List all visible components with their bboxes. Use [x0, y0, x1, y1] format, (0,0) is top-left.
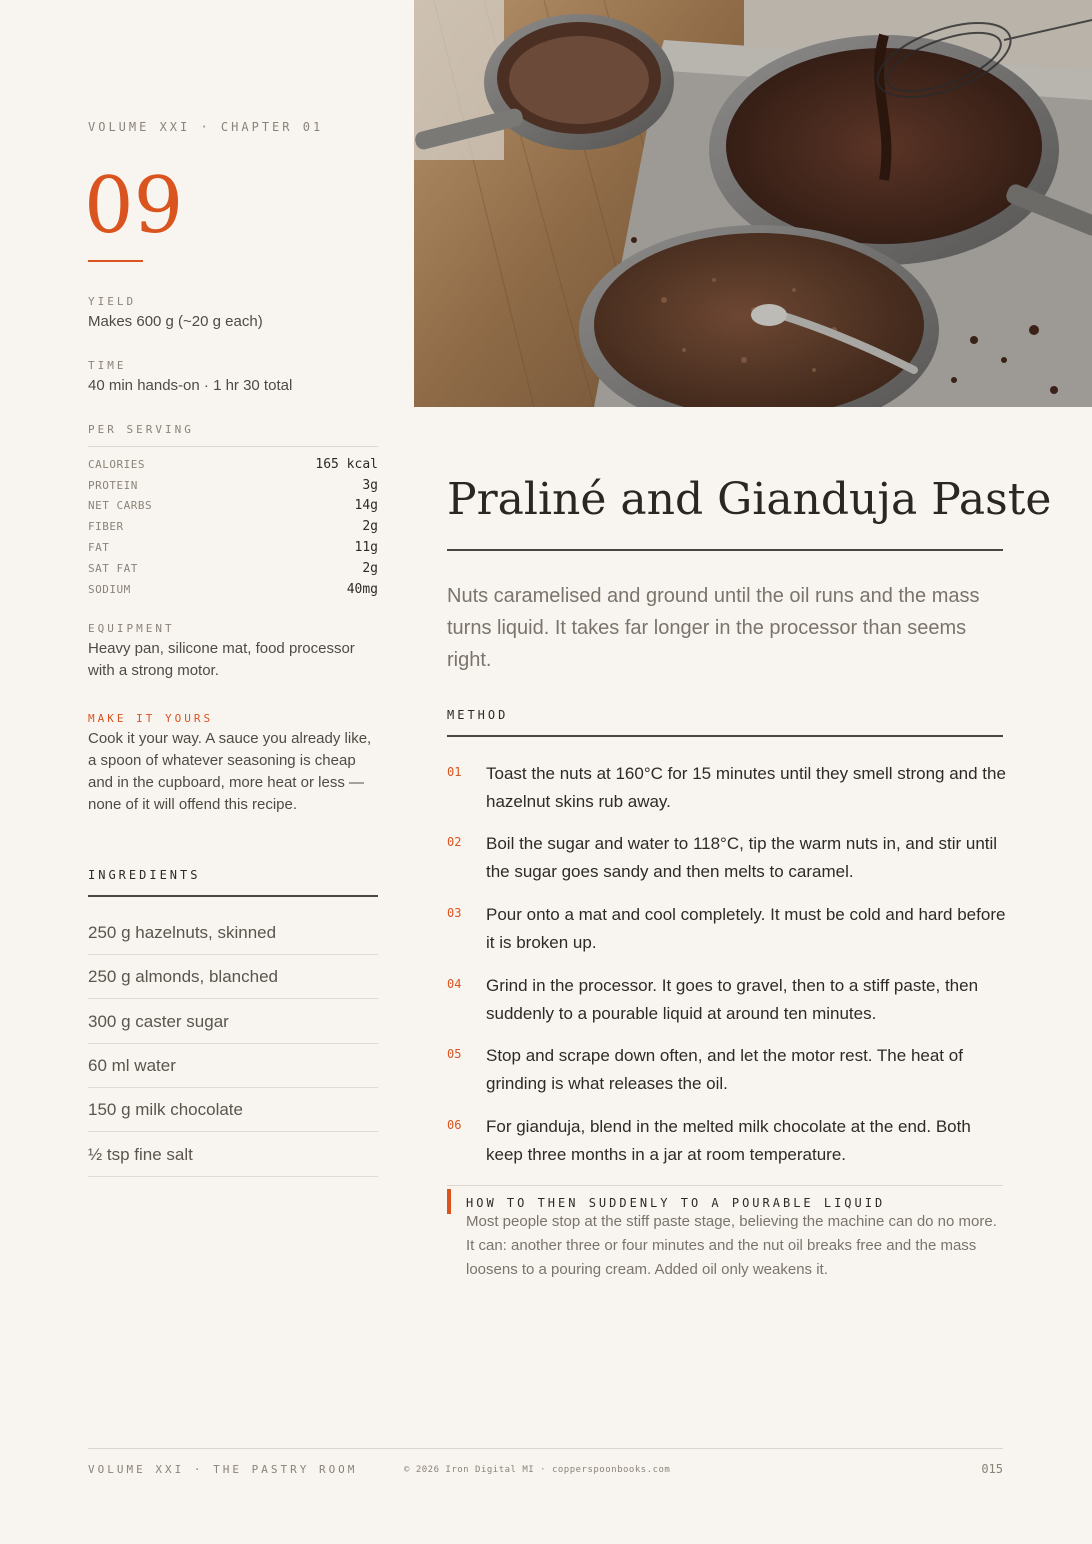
method-step: [447, 830, 1007, 886]
tip-body: Most people stop at the stiff paste stage, believing the machine can do no more. It can: another three or four minutes and the nut oil breaks free and the mass loosens to a pouring cream. Added oil only weakens it.: [466, 1213, 997, 1278]
method-step: [447, 972, 1007, 1028]
equipment-value: Heavy pan, silicone mat, food processor with a strong motor.: [88, 640, 355, 679]
method-step: [447, 1042, 1007, 1098]
nutrition-key: CALORIES: [88, 458, 145, 471]
nutrition-key: NET CARBS: [88, 499, 153, 512]
chapter-kicker: VOLUME XXI · CHAPTER 01: [88, 120, 324, 134]
nutrition-key: FIBER: [88, 520, 124, 533]
nutrition-value: 3g: [362, 478, 378, 493]
nutrition-label: PER SERVING: [88, 423, 194, 436]
time-value: 40 min hands-on · 1 hr 30 total: [88, 377, 293, 394]
hero-photo: [414, 0, 1092, 407]
step-number: 02: [447, 835, 462, 849]
step-number: 04: [447, 977, 462, 991]
step-number: 06: [447, 1118, 462, 1132]
footer-rule: [88, 1448, 1003, 1449]
nutrition-row: [88, 475, 378, 496]
nutrition-row: [88, 558, 378, 579]
method-heading: METHOD: [447, 708, 509, 722]
time-label: TIME: [88, 359, 127, 372]
title-rule: [447, 549, 1003, 551]
recipe-title: Praliné and Gianduja Paste: [447, 474, 1052, 525]
footer-copyright: © 2026 Iron Digital MI · copperspoonbooks.com: [404, 1465, 671, 1475]
nutrition-key: SODIUM: [88, 583, 131, 596]
step-text: Grind in the processor. It goes to gravel, then to a stiff paste, then suddenly to a pourable liquid at around ten minutes.: [486, 976, 979, 1023]
make-it-yours-text: Cook it your way. A sauce you already like, a spoon of whatever seasoning is cheap and in the cupboard, more heat or less — none of it will offend this recipe.: [88, 730, 372, 813]
nutrition-key: PROTEIN: [88, 479, 138, 492]
recipe-intro: Nuts caramelised and ground until the oil runs and the mass turns liquid. It takes far longer in the processor than seems right.: [447, 585, 980, 671]
ingredient-item: ½ tsp fine salt: [88, 1133, 378, 1177]
nutrition-row: [88, 454, 378, 475]
step-number: 01: [447, 765, 462, 779]
nutrition-rule: [88, 446, 378, 447]
yield-label: YIELD: [88, 295, 137, 308]
step-text: Toast the nuts at 160°C for 15 minutes until they smell strong and the hazelnut skins rub away.: [486, 764, 1006, 811]
nutrition-row: [88, 537, 378, 558]
nutrition-value: 2g: [362, 561, 378, 576]
step-number: 03: [447, 906, 462, 920]
method-step: [447, 1113, 1007, 1169]
ingredient-item: 250 g almonds, blanched: [88, 955, 378, 999]
nutrition-row: [88, 516, 378, 537]
nutrition-row: [88, 579, 378, 600]
ingredients-heading: INGREDIENTS: [88, 868, 201, 882]
method-rule: [447, 735, 1003, 737]
page-number: 015: [981, 1462, 1003, 1476]
tip-rule: [447, 1185, 1003, 1186]
nutrition-row: [88, 495, 378, 516]
footer-volume: VOLUME XXI · THE PASTRY ROOM: [88, 1463, 358, 1476]
ingredients-rule: [88, 895, 378, 897]
ingredient-item: 150 g milk chocolate: [88, 1088, 378, 1132]
ingredient-item: 60 ml water: [88, 1044, 378, 1088]
step-text: For gianduja, blend in the melted milk chocolate at the end. Both keep three months in a jar at room temperature.: [486, 1117, 971, 1164]
nutrition-key: SAT FAT: [88, 562, 138, 575]
method-step: [447, 901, 1007, 957]
step-text: Pour onto a mat and cool completely. It must be cold and hard before it is broken up.: [486, 905, 1006, 952]
step-text: Boil the sugar and water to 118°C, tip the warm nuts in, and stir until the sugar goes sandy and then melts to caramel.: [486, 834, 998, 881]
ingredient-item: 300 g caster sugar: [88, 1000, 378, 1044]
nutrition-value: 40mg: [346, 582, 378, 597]
equipment-label: EQUIPMENT: [88, 622, 175, 635]
make-it-yours-label: MAKE IT YOURS: [88, 712, 214, 725]
chapter-rule: [88, 260, 143, 262]
nutrition-value: 11g: [354, 540, 378, 555]
step-text: Stop and scrape down often, and let the motor rest. The heat of grinding is what releases the oil.: [486, 1046, 963, 1093]
nutrition-value: 2g: [362, 519, 378, 534]
tip-title: HOW TO THEN SUDDENLY TO A POURABLE LIQUID: [466, 1196, 886, 1210]
nutrition-key: FAT: [88, 541, 110, 554]
nutrition-value: 165 kcal: [315, 457, 378, 472]
nutrition-value: 14g: [354, 498, 378, 513]
step-number: 05: [447, 1047, 462, 1061]
ingredient-item: 250 g hazelnuts, skinned: [88, 911, 378, 955]
chapter-number: 09: [84, 161, 184, 251]
yield-value: Makes 600 g (~20 g each): [88, 313, 263, 330]
tip-accent-bar: [447, 1189, 451, 1214]
method-step: [447, 760, 1007, 816]
